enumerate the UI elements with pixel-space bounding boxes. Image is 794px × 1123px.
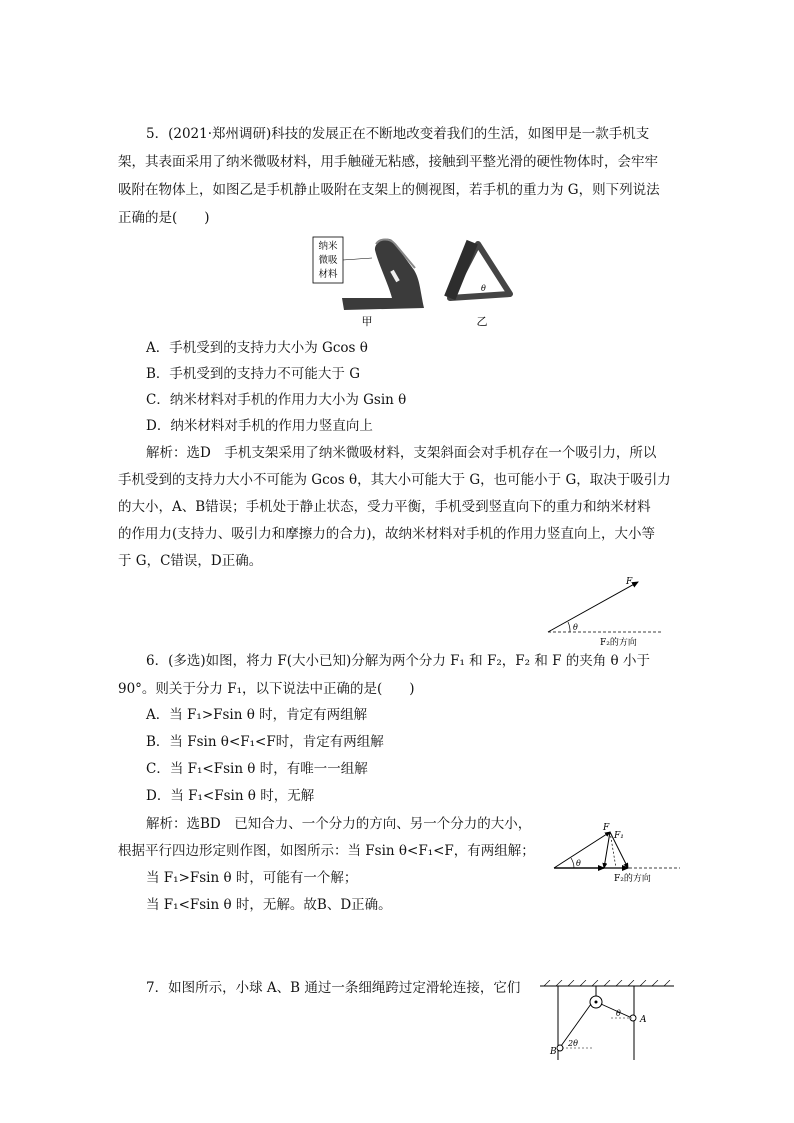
material-label-line3: 材料 [318,269,338,280]
material-label-line1: 纳米 [318,241,338,252]
q5-analysis-line-5: 于 G，C错误，D正确。 [118,553,263,569]
q5-option-d: D．纳米材料对手机的作用力竖直向上 [146,418,373,434]
ball-a [630,1015,636,1021]
caption-jia: 甲 [361,315,373,328]
analysis-f-label: F [603,823,610,833]
q6-option-d: D．当 F₁<Fsin θ 时，无解 [146,788,315,804]
q6-analysis-line-4: 当 F₁<Fsin θ 时，无解。故B、D正确。 [146,897,392,913]
analysis-f1-label: F₁ [614,831,624,841]
q6-analysis-line-1: 解析：选BD 已知合力、一个分力的方向、另一个分力的大小， [146,816,532,832]
q6-analysis-line-3: 当 F₁>Fsin θ 时，可能有一个解； [146,870,358,886]
q7-stem-line-1: 7．如图所示，小球 A、B 通过一条细绳跨过定滑轮连接，它们 [146,980,521,996]
side-view-angle: θ [481,284,486,293]
q6-option-a: A．当 F₁>Fsin θ 时，肯定有两组解 [146,707,368,723]
q6-stem-line-2: 90°。则关于分力 F₁，以下说法中正确的是( ) [118,681,415,697]
q5-option-c: C．纳米材料对手机的作用力大小为 Gsin θ [146,392,407,408]
q7-pulley-figure [536,980,678,1060]
force-f-label: F [626,577,633,587]
phone-side [444,240,478,300]
q6-force-figure [540,572,670,652]
material-label-line2: 微吸 [318,255,338,266]
q5-analysis-line-4: 的作用力(支持力、吸引力和摩擦力的合力)，故纳米材料对手机的作用力竖直向上，大小等 [118,526,656,542]
q7-label-b: B [550,1047,557,1057]
q5-option-a: A．手机受到的支持力大小为 Gcos θ [146,340,368,356]
q5-phone-stand-figure [300,228,540,328]
angle-theta-label: θ [573,623,578,632]
q5-analysis-line-1: 解析：选D 手机支架采用了纳米微吸材料，支架斜面会对手机存在一个吸引力，所以 [146,445,657,461]
stand-body [342,239,424,310]
f2-direction-label: F₂的方向 [600,638,637,648]
q5-analysis-line-2: 手机受到的支持力大小不可能为 Gcos θ，其大小可能大于 G，也可能小于 G，取决于吸引力 [118,472,671,488]
q6-option-b: B．当 Fsin θ<F₁<F时，肯定有两组解 [146,734,384,750]
q5-option-b: B．手机受到的支持力不可能大于 G [146,366,360,382]
q5-stem-line-3: 吸附在物体上，如图乙是手机静止吸附在支架上的侧视图，若手机的重力为 G，则下列说法 [118,182,660,198]
q5-stem-line-4: 正确的是( ) [118,210,210,226]
analysis-direction-label: F₂的方向 [614,874,651,884]
analysis-angle-label: θ [576,859,581,868]
force-f-arrow [548,582,638,632]
q7-label-a: A [640,1015,647,1025]
q6-analysis-line-2: 根据平行四边形定则作图，如图所示：当 Fsin θ<F₁<F，有两组解； [118,843,535,859]
q5-stem-line-2: 架，其表面采用了纳米微吸材料，用手触碰无粘感，接触到平整光滑的硬性物体时，会牢牢 [118,154,658,170]
q5-analysis-line-3: 的大小，A、B错误；手机处于静止状态，受力平衡，手机受到竖直向下的重力和纳米材料 [118,499,651,515]
caption-yi: 乙 [476,315,488,328]
q7-angle-a: θ [616,1009,621,1018]
q6-parallelogram-figure [548,818,688,886]
q6-option-c: C．当 F₁<Fsin θ 时，有唯一一组解 [146,761,368,777]
q6-stem-line-1: 6．(多选)如图，将力 F(大小已知)分解为两个分力 F₁ 和 F₂，F₂ 和 F 的夹角 θ 小于 [146,653,650,669]
q5-stem-line-1: 5．(2021·郑州调研)科技的发展正在不断地改变着我们的生活，如图甲是一款手机支 [146,126,650,142]
q7-angle-b: 2θ [568,1039,578,1048]
